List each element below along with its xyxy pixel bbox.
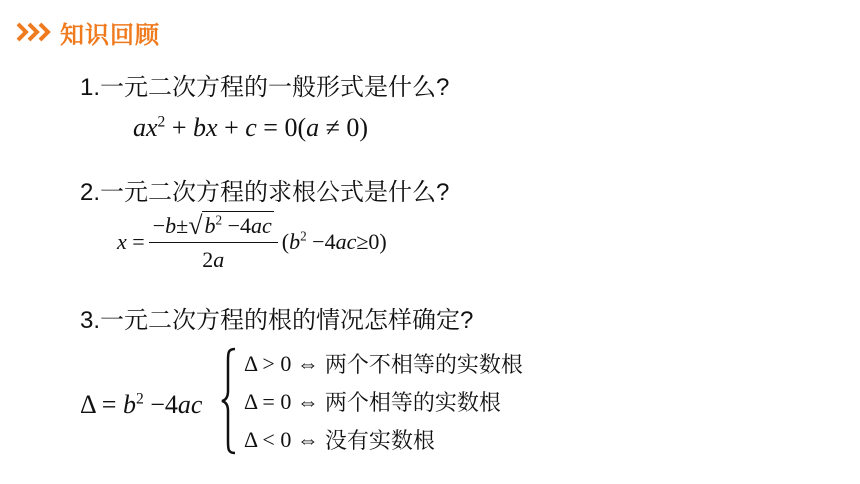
- double-chevron-right-icon: [16, 21, 54, 43]
- section-header: [16, 14, 160, 50]
- case-result: 没有实数根: [324, 429, 435, 454]
- root-formula: x = − b ± √ $b^2 -4ac$ 2a $(b^2 -4ac\ge 0)$: [117, 211, 387, 272]
- case-zero: [244, 386, 501, 417]
- general-form-formula: $ax^2$ + bx + c = 0(a ≠ 0): [133, 113, 369, 142]
- question-3: 3.一元二次方程的根的情况怎样确定?: [80, 307, 474, 334]
- question-1: 1.一元二次方程的一般形式是什么?: [80, 74, 450, 101]
- case-negative: [244, 424, 435, 455]
- left-brace: [220, 347, 238, 455]
- case-condition: Δ < 0 ⇔: [244, 426, 319, 452]
- case-condition: Δ = 0 ⇔: [244, 388, 319, 414]
- discriminant-formula: $\Delta = b^2 -4ac$: [80, 390, 203, 419]
- root-fraction: − b ± √ $b^2 -4ac$ 2a: [149, 211, 278, 273]
- question-2: 2.一元二次方程的求根公式是什么?: [80, 179, 450, 206]
- case-result: 两个不相等的实数根: [324, 353, 523, 378]
- case-condition: Δ > 0 ⇔: [244, 350, 319, 376]
- case-positive: [244, 348, 523, 379]
- section-title: 知识回顾: [60, 21, 160, 49]
- case-result: 两个相等的实数根: [324, 391, 501, 416]
